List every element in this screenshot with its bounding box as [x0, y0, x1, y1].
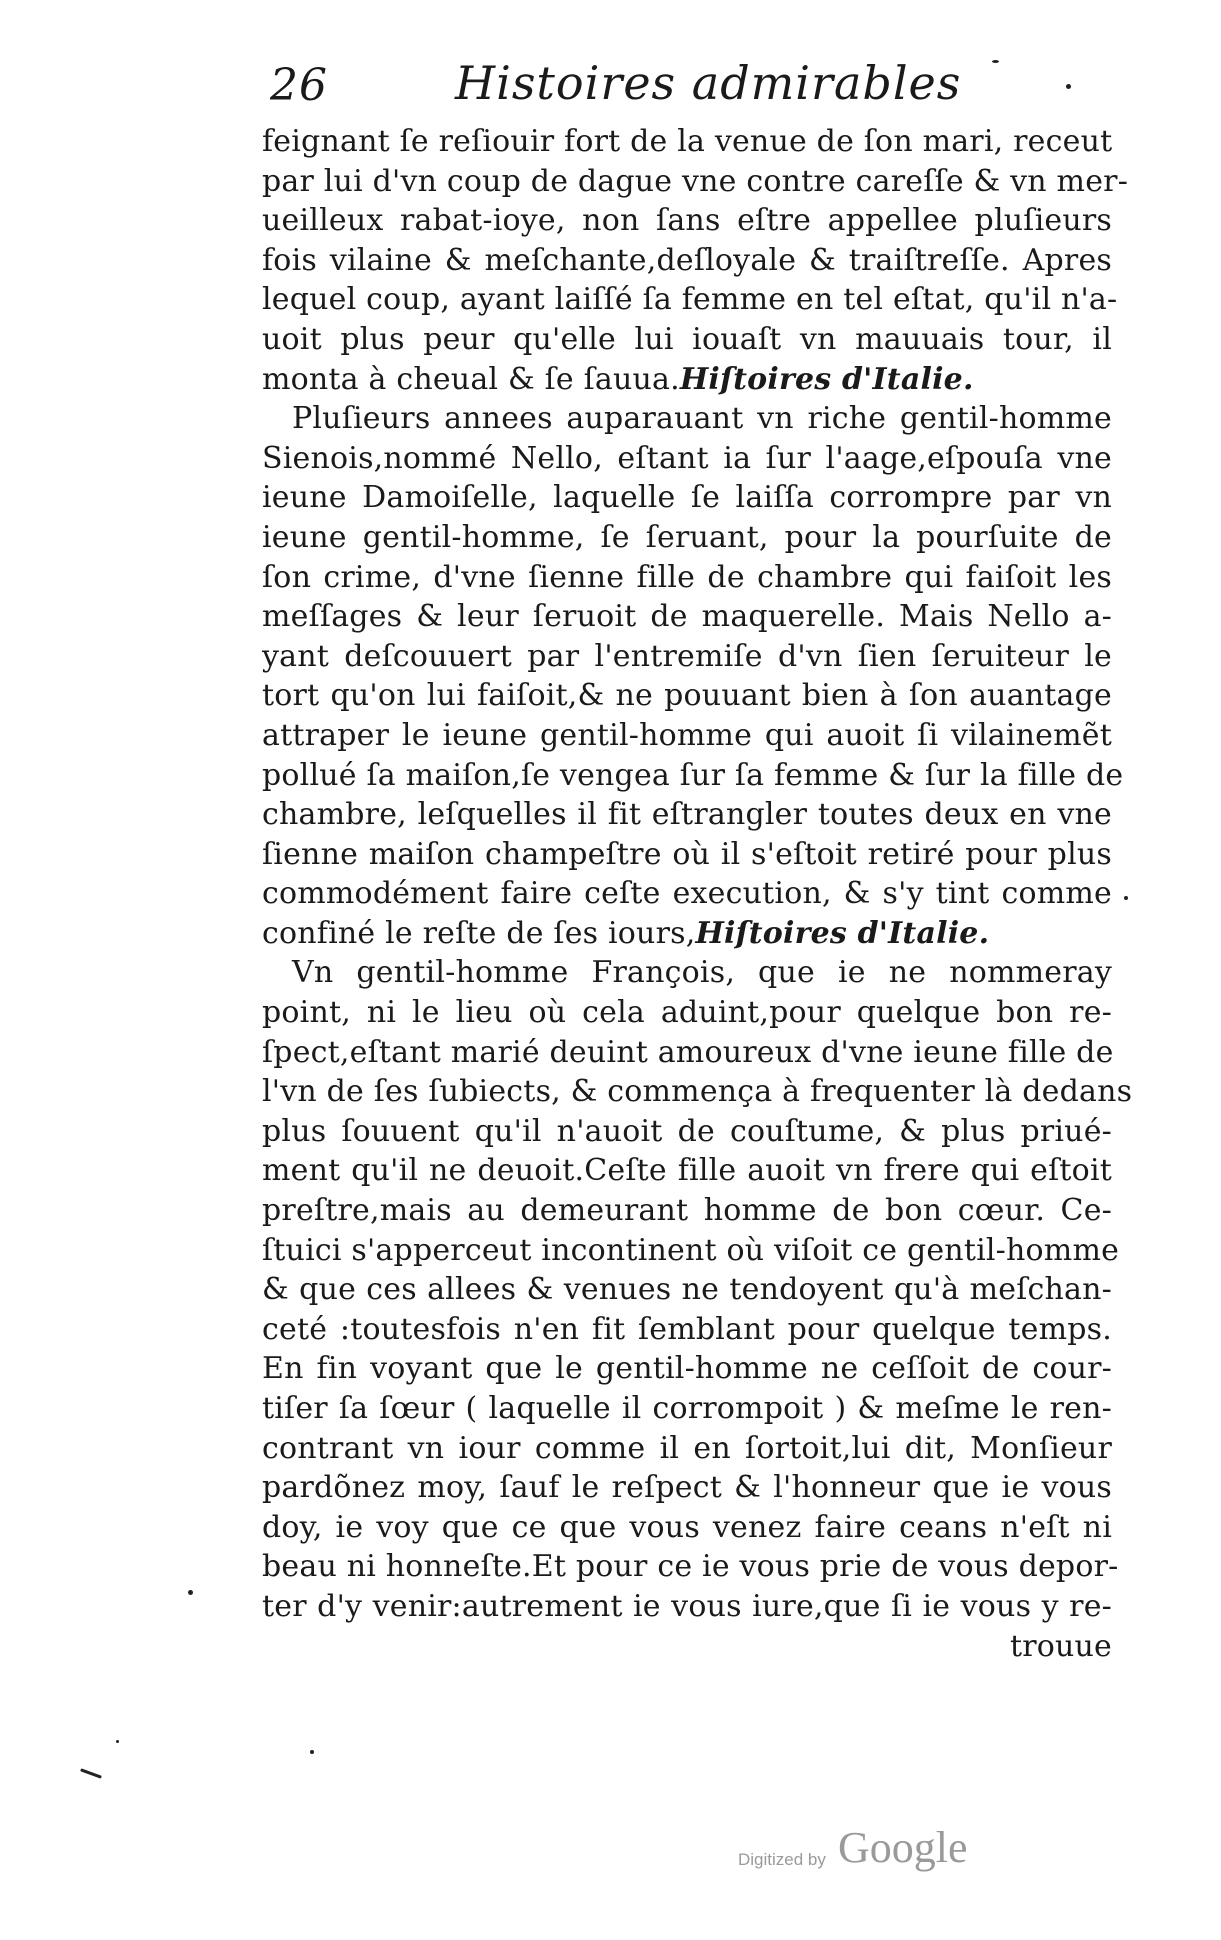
page-number: 26 [270, 60, 328, 111]
line-text: chambre, leſquelles il fit eſtrangler toutes deux en vne [262, 797, 1112, 833]
text-line [262, 914, 1112, 954]
text-line [262, 1310, 1112, 1350]
text-line [262, 201, 1112, 241]
text-line [262, 241, 1112, 281]
line-text: pollué ſa maiſon,ſe vengea ſur ſa femme & ſur la fille de [262, 757, 1124, 793]
text-line [262, 1270, 1112, 1310]
text-line [262, 637, 1112, 677]
text-line [262, 874, 1112, 914]
ink-speck [1066, 84, 1071, 89]
text-line [262, 597, 1112, 637]
text-line [262, 756, 1124, 796]
text-line [262, 162, 1129, 202]
catchword: trouue [1009, 1628, 1112, 1664]
line-text: En fin voyant que le gentil-homme ne ceſſoit de cour- [262, 1351, 1112, 1387]
line-text: feignant ſe reſiouir fort de la venue de ſon mari, receut [262, 124, 1113, 159]
text-line [262, 1191, 1112, 1231]
line-text: Pluſieurs annees auparauant vn riche gentil-homme [292, 401, 1112, 437]
digitization-watermark [738, 1820, 998, 1880]
text-line [262, 953, 1112, 993]
line-text: point, ni le lieu où cela aduint,pour quelque bon re- [262, 995, 1112, 1031]
line-text: tiſer ſa ſœur ( laquelle il corrompoit ) & meſme le ren- [262, 1391, 1112, 1426]
ink-speck [80, 1768, 102, 1778]
line-text: attraper le ieune gentil-homme qui auoit ſi vilainemẽt [262, 717, 1112, 753]
watermark-small-text: Digitized by [738, 1850, 826, 1869]
line-text: Sienois,nommé Nello, eſtant ia ſur l'aage,eſpouſa vne [262, 440, 1112, 476]
line-text: pardõnez moy, ſauf le reſpect & l'honneur que ie vous [262, 1470, 1112, 1506]
line-text: l'vn de ſes ſubiects, & commença à frequenter là dedans [262, 1074, 1133, 1110]
line-text: ment qu'il ne deuoit.Ceſte fille auoit vn frere qui eſtoit [262, 1153, 1112, 1189]
text-line [262, 1587, 1112, 1627]
line-text: monta à cheual & ſe ſauua. [262, 361, 680, 397]
line-text: contrant vn iour comme il en ſortoit,lui dit, Monſieur [262, 1430, 1112, 1466]
source-citation: Hiſtoires d'Italie. [679, 361, 974, 397]
line-text: meſſages & leur ſeruoit de maquerelle. Mais Nello a- [262, 599, 1112, 635]
text-line [262, 1508, 1112, 1548]
line-text: ieune gentil-homme, ſe ſeruant, pour la pourſuite de [262, 519, 1112, 555]
text-line [262, 1033, 1112, 1073]
ink-speck [116, 1740, 119, 1743]
line-text: ueilleux rabat-ioye, non ſans eſtre appellee pluſieurs [262, 203, 1112, 239]
line-text: ceté :toutesfois n'en fit ſemblant pour quelque temps. [262, 1311, 1112, 1347]
text-line [262, 993, 1112, 1033]
text-line [262, 1429, 1112, 1469]
line-text: commodément faire ceſte execution, & s'y tint comme [262, 876, 1112, 912]
text-line [262, 439, 1112, 479]
text-line [262, 1468, 1112, 1508]
text-line [262, 1072, 1133, 1112]
line-text: uoit plus peur qu'elle lui iouaſt vn mauuais tour, il [262, 321, 1112, 357]
line-text: plus ſouuent qu'il n'auoit de couſtume, & plus priué- [262, 1113, 1112, 1149]
line-text: & que ces allees & venues ne tendoyent qu'à meſchan- [262, 1272, 1112, 1308]
line-text: beau ni honneſte.Et pour ce ie vous prie de vous depor- [262, 1549, 1119, 1585]
line-text: tort qu'on lui faiſoit,& ne pouuant bien à ſon auantage [262, 678, 1112, 714]
line-text: ſpect,eſtant marié deuint amoureux d'vne ieune fille de [262, 1034, 1114, 1070]
text-line [262, 1112, 1112, 1152]
text-line [262, 676, 1112, 716]
text-line [262, 1349, 1112, 1389]
text-line [262, 320, 1112, 360]
watermark-logo-text: Google [838, 1823, 968, 1872]
line-text: ſon crime, d'vne ſienne fille de chambre qui faiſoit les [262, 559, 1112, 595]
text-line [262, 1151, 1112, 1191]
line-text: fois vilaine & meſchante,deſloyale & traiſtreſſe. Apres [262, 242, 1112, 278]
source-citation: Hiſtoires d'Italie. [695, 915, 990, 951]
ink-speck [992, 60, 999, 63]
ink-speck [310, 1750, 314, 1754]
ink-speck [188, 1590, 193, 1595]
text-line [262, 795, 1112, 835]
running-title: Histoires admirables [455, 56, 962, 110]
body-text [262, 122, 1133, 1666]
text-line [262, 1389, 1112, 1429]
text-line [262, 558, 1112, 598]
line-text: Vn gentil-homme François, que ie ne nommeray [292, 955, 1112, 991]
line-text: preſtre,mais au demeurant homme de bon cœur. Ce- [262, 1193, 1112, 1229]
line-text: yant deſcouuert par l'entremiſe d'vn ſien ſeruiteur le [262, 638, 1112, 674]
text-line [262, 1231, 1120, 1271]
line-text: ieune Damoiſelle, laquelle ſe laiſſa corrompre par vn [262, 480, 1112, 516]
text-line [262, 280, 1118, 320]
text-line [262, 399, 1112, 439]
text-line [262, 478, 1112, 518]
line-text: ſtuici s'apperceut incontinent où viſoit ce gentil-homme [262, 1232, 1120, 1268]
text-line [262, 122, 1112, 162]
line-text: ter d'y venir:autrement ie vous iure,que ſi ie vous y re- [262, 1588, 1112, 1624]
page-header [270, 50, 1110, 120]
text-line [262, 1547, 1119, 1587]
line-text: lequel coup, ayant laiſſé ſa femme en tel eſtat, qu'il n'a- [262, 282, 1118, 318]
text-line [262, 835, 1112, 875]
text-line [262, 518, 1112, 558]
text-line [262, 716, 1112, 756]
ink-speck [1124, 896, 1128, 900]
line-text: doy, ie voy que ce que vous venez faire ceans n'eſt ni [262, 1509, 1112, 1545]
text-line [262, 360, 1112, 400]
line-text: ſienne maiſon champeſtre où il s'eſtoit retiré pour plus [262, 836, 1112, 872]
line-text: par lui d'vn coup de dague vne contre careſſe & vn mer- [262, 163, 1129, 199]
line-text: confiné le reſte de ſes iours, [262, 915, 696, 951]
